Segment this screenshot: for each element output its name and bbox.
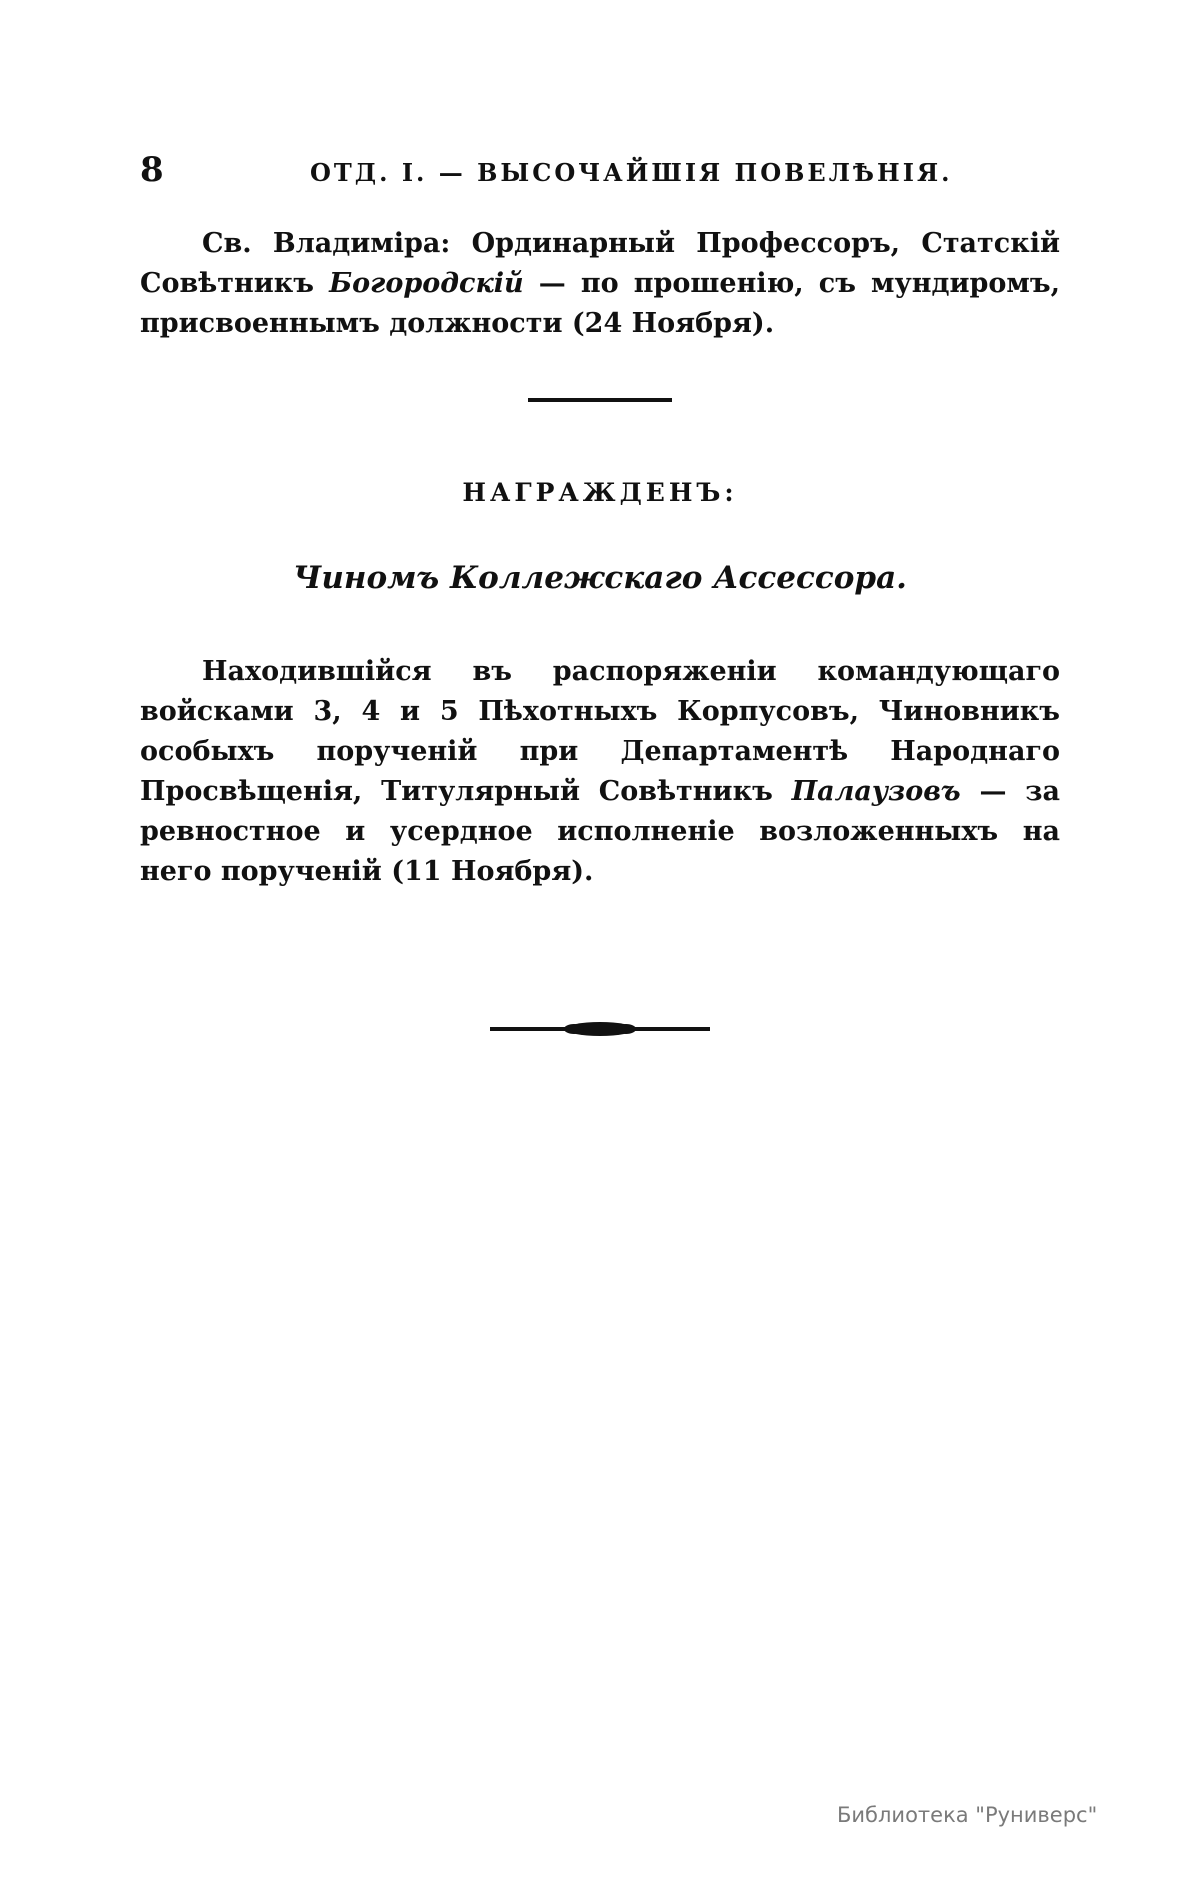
- library-watermark: Библиотека "Руниверс": [837, 1803, 1098, 1827]
- page-header: [140, 150, 1060, 200]
- entry-text: Находившійся въ распоряженіи командующаго войсками 3, 4 и 5 Пѣхотныхъ Корпусовъ, Чиновникъ особыхъ порученій при Департаментѣ Народнаго Просвѣщенія, Титулярный Совѣтникъ: [140, 656, 1060, 807]
- award-paragraph-vladimir: [140, 224, 1060, 344]
- page-number: 8: [140, 150, 164, 190]
- award-paragraph-palauzov: [140, 652, 1060, 892]
- person-name: Палаузовъ: [791, 776, 961, 807]
- end-ornament-icon: [490, 1018, 710, 1040]
- entry-text-continued: — за ревностное и усердное исполненіе возложенныхъ на него порученій (11 Ноября).: [140, 776, 1060, 887]
- person-name: Богородскій: [329, 268, 524, 299]
- entry-text-continued: — по прошенію, съ мундиромъ, присвоеннымъ должности (24 Ноября).: [140, 268, 1060, 339]
- section-subheading: Чиномъ Коллежскаго Ассессора.: [293, 560, 907, 596]
- running-head: ОТД. I. — ВЫСОЧАЙШІЯ ПОВЕЛѢНІЯ.: [310, 158, 953, 187]
- section-divider: [528, 398, 672, 402]
- entry-text: Ординарный Профессоръ, Статскій Совѣтникъ: [140, 228, 1060, 299]
- order-name: Св. Владиміра:: [202, 228, 451, 259]
- section-heading: НАГРАЖДЕНЪ:: [462, 478, 738, 507]
